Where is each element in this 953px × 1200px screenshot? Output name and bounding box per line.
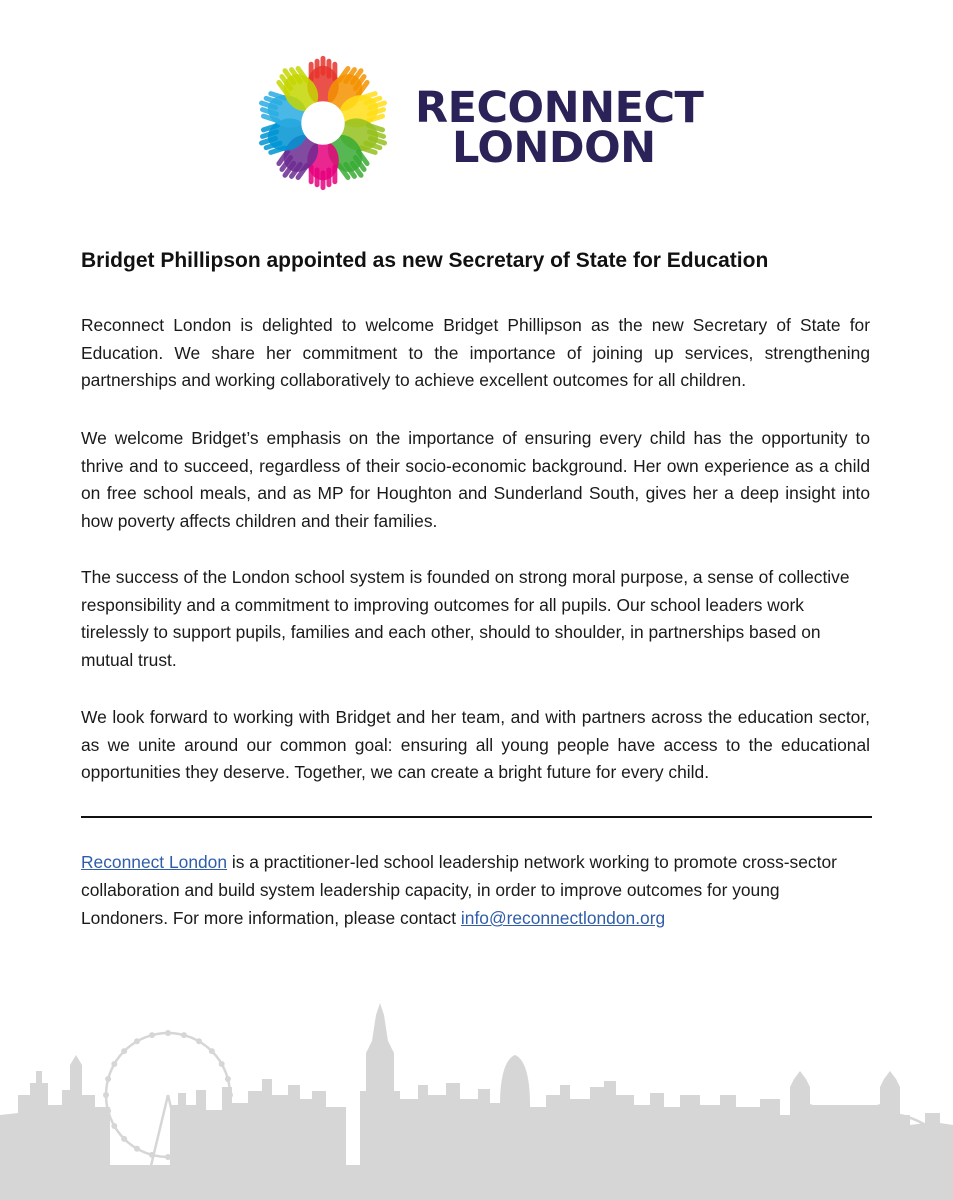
wheel-pod	[225, 1076, 231, 1082]
article-paragraph-2: We welcome Bridget’s emphasis on the importance of ensuring every child has the opportunity to thrive and to succeed, regardless of their socio-economic background. Her own experience as a child on free school meals, and as MP for Houghton and Sunderland South, gives her a deep insight into how poverty affects children and their families.	[81, 428, 870, 531]
wheel-pod	[105, 1108, 111, 1114]
wheel-pod	[149, 1032, 155, 1038]
wheel-pod	[121, 1048, 127, 1054]
wheel-pod	[134, 1038, 140, 1044]
wheel-pod	[165, 1030, 171, 1036]
article-paragraph-1: Reconnect London is delighted to welcome Bridget Phillipson as the new Secretary of State for Education. We share her commitment to the importance of joining up services, strengthening partnerships and working collaboratively to achieve excellent outcomes for all children.	[81, 315, 870, 390]
contact-email-link[interactable]: info@reconnectlondon.org	[460, 908, 666, 928]
wheel-pod	[121, 1136, 127, 1142]
wheel-pod	[209, 1048, 215, 1054]
reconnect-london-wordmark	[415, 83, 704, 173]
article-paragraph-4: We look forward to working with Bridget and her team, and with partners across the education sector, as we unite around our common goal: ensuring all young people have access to the educational opportunities they deserve. Together, we can create a bright future for every child.	[81, 707, 870, 782]
reconnect-london-link[interactable]: Reconnect London	[81, 852, 228, 872]
article-title: Bridget Phillipson appointed as new Secretary of State for Education	[81, 249, 769, 272]
wheel-pod	[165, 1154, 171, 1160]
wheel-pod	[111, 1123, 117, 1129]
wheel-pod	[105, 1076, 111, 1082]
wheel-pod	[181, 1152, 187, 1158]
wheel-pod	[219, 1061, 225, 1067]
wheel-pod	[196, 1038, 202, 1044]
wheel-pod	[103, 1092, 109, 1098]
wheel-pod	[219, 1123, 225, 1129]
reconnect-hands-logo-icon	[243, 44, 403, 202]
section-divider	[81, 816, 872, 818]
wheel-pod	[181, 1032, 187, 1038]
london-skyline-icon	[0, 995, 953, 1200]
footer-description: is a practitioner-led school leadership network working to promote cross-sector collaboration and build system leadership capacity, in order to improve outcomes for young Londoners. For more information, please contact	[81, 852, 837, 928]
wheel-pod	[149, 1152, 155, 1158]
footer-note	[81, 848, 851, 932]
wheel-pod	[134, 1146, 140, 1152]
wordmark-line-reconnect: RECONNECT	[415, 83, 704, 133]
wheel-pod	[209, 1136, 215, 1142]
wheel-pod	[111, 1061, 117, 1067]
wheel-pod	[225, 1108, 231, 1114]
article-paragraph-3: The success of the London school system is founded on strong moral purpose, a sense of collective responsibility and a commitment to improving outcomes for all pupils. Our school leaders work tirelessly to support pupils, families and each other, should to shoulder, in partnerships based on mutual trust.	[81, 567, 850, 670]
wordmark-line-london: LONDON	[452, 123, 656, 173]
wheel-pod	[196, 1146, 202, 1152]
wheel-pod	[227, 1092, 233, 1098]
